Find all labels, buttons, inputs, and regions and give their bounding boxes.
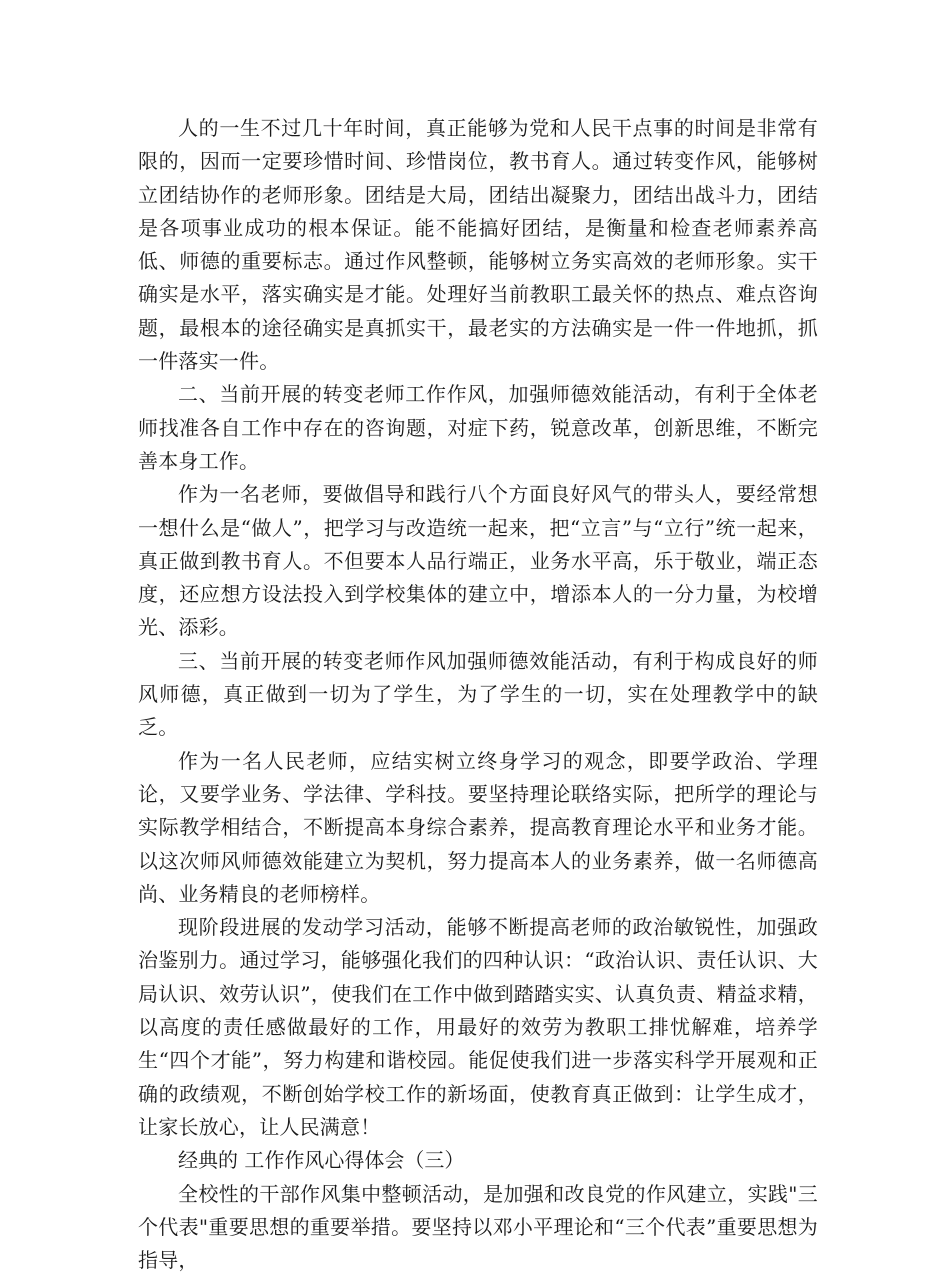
closing-paragraph: 全校性的干部作风集中整顿活动，是加强和改良党的作风建立，实践"三个代表"重要思想的重要举措。要坚持以邓小平理论和“三个代表”重要思想为指导， [138,1178,818,1277]
paragraph-2: 二、当前开展的转变老师工作作风，加强师德效能活动，有利于全体老师找准各自工作中存在的咨询题，对症下药，锐意改革，创新思维，不断完善本身工作。 [138,378,818,478]
paragraph-1: 人的一生不过几十年时间，真正能够为党和人民干点事的时间是非常有限的，因而一定要珍惜时间、珍惜岗位，教书育人。通过转变作风，能够树立团结协作的老师形象。团结是大局，团结出凝聚力，团结出战斗力，团结是各项事业成功的根本保证。能不能搞好团结，是衡量和检查老师素养高低、师德的重要标志。通过作风整顿，能够树立务实高效的老师形象。实干确实是水平，落实确实是才能。处理好当前教职工最关怀的热点、难点咨询题，最根本的途径确实是真抓实干，最老实的方法确实是一件一件地抓，抓一件落实一件。 [138,112,818,378]
paragraph-4: 三、当前开展的转变老师作风加强师德效能活动，有利于构成良好的师风师德，真正做到一切为了学生，为了学生的一切，实在处理教学中的缺乏。 [138,645,818,745]
paragraph-6: 现阶段进展的发动学习活动，能够不断提高老师的政治敏锐性，加强政治鉴别力。通过学习，能够强化我们的四种认识：“政治认识、责任认识、大局认识、效劳认识”，使我们在工作中做到踏踏实实、认真负责、精益求精，以高度的责任感做最好的工作，用最好的效劳为教职工排忧解难，培养学生“四个才能”，努力构建和谐校园。能促使我们进一步落实科学开展观和正确的政绩观，不断创始学校工作的新场面，使教育真正做到：让学生成才，让家长放心，让人民满意！ [138,911,818,1144]
section-heading: 经典的 工作作风心得体会（三） [138,1144,818,1177]
paragraph-3: 作为一名老师，要做倡导和践行八个方面良好风气的带头人，要经常想一想什么是“做人”，把学习与改造统一起来，把“立言”与“立行”统一起来，真正做到教书育人。不但要本人品行端正，业务水平高，乐于敬业，端正态度，还应想方设法投入到学校集体的建立中，增添本人的一分力量，为校增光、添彩。 [138,478,818,644]
document-page [138,112,818,1277]
paragraph-5: 作为一名人民老师，应结实树立终身学习的观念，即要学政治、学理论，又要学业务、学法律、学科技。要坚持理论联络实际，把所学的理论与实际教学相结合，不断提高本身综合素养，提高教育理论水平和业务才能。以这次师风师德效能建立为契机，努力提高本人的业务素养，做一名师德高尚、业务精良的老师榜样。 [138,745,818,911]
